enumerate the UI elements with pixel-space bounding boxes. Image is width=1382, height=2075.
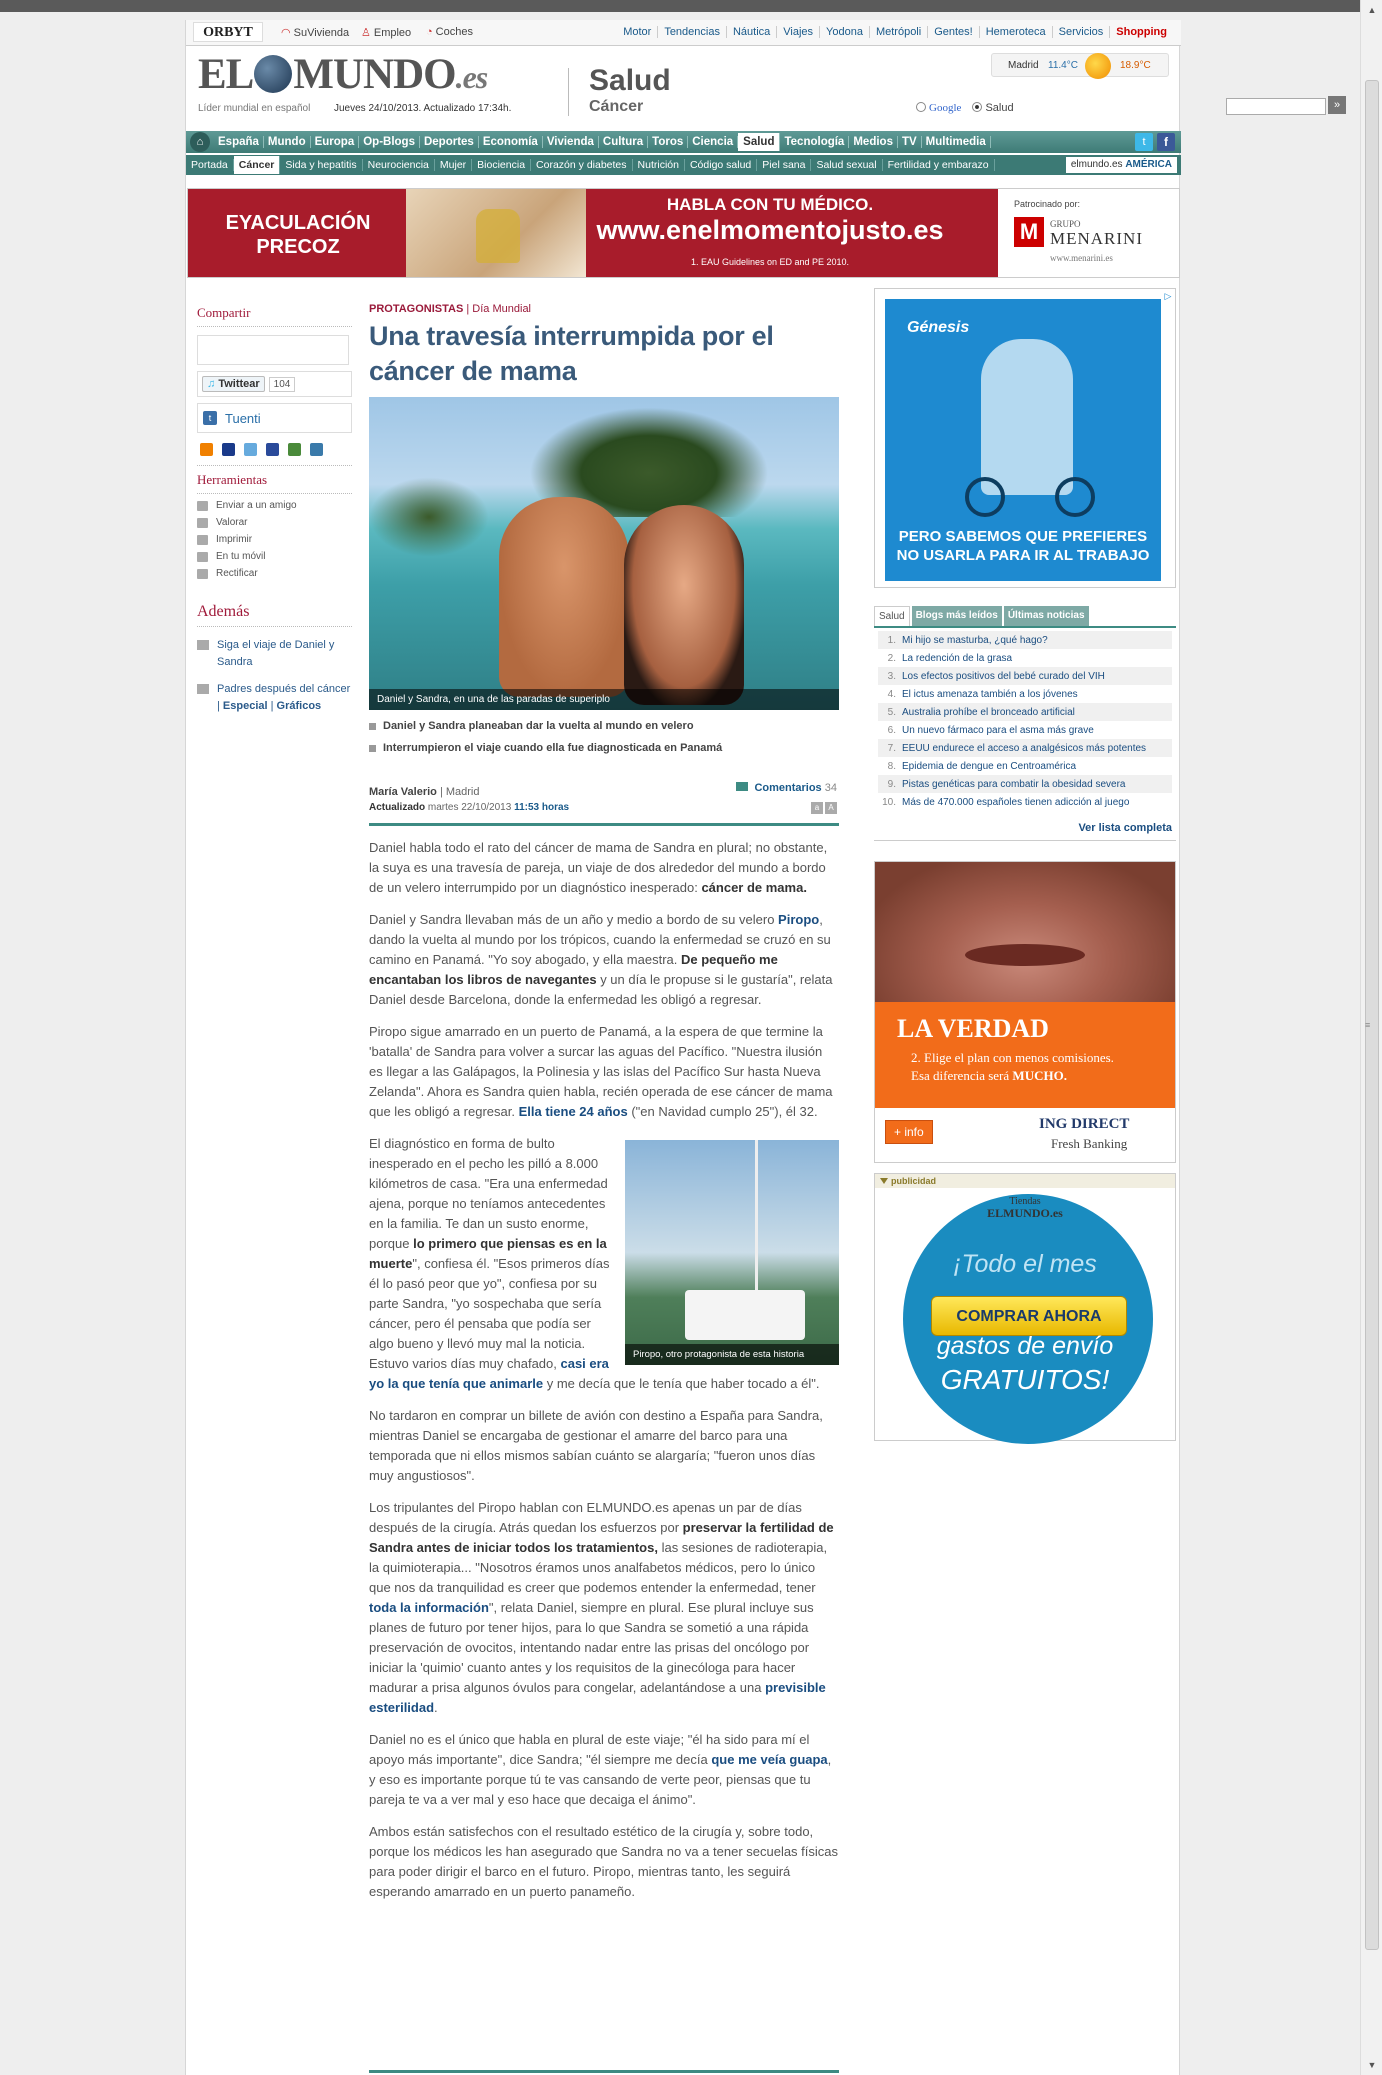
weather-city: Madrid (1008, 60, 1039, 71)
sponsor-grupo: GRUPO (1050, 219, 1081, 229)
rank: 8. (887, 760, 896, 772)
subnav-piel-sana[interactable]: Piel sana (757, 159, 811, 171)
tuenti-icon: t (203, 411, 217, 425)
tool-imprimir[interactable] (197, 534, 352, 545)
search-salud-radio[interactable] (972, 102, 982, 112)
main-nav (186, 131, 1181, 153)
kicker-label[interactable]: PROTAGONISTAS (369, 303, 464, 315)
orbyt-link[interactable]: ORBYT (193, 22, 263, 42)
paragraph: Daniel y Sandra llevaban más de un año y medio a bordo de su velero Piropo, dando la vuelta al mundo por los trópicos, cuando la enfermedad se cruzó en su camino en Panamá. "Yo soy abogado, y ella maestra. De pequeño me encantaban los libros de navegantes y un día le propuse si le gustaría", relata Daniel desde Barcelona, donde la enfermedad les obligó a regresar. (369, 912, 833, 1007)
tiendas-line-3: gastos de envío (936, 1332, 1114, 1360)
font-size-controls (811, 802, 837, 814)
rank: 10. (882, 796, 896, 808)
bike-wheel (965, 477, 1005, 517)
list-item-label: EEUU endurece el acceso a analgésicos más potentes (902, 742, 1147, 754)
subnav-salud-sexual[interactable]: Salud sexual (811, 159, 882, 171)
search-go-button[interactable]: » (1328, 96, 1346, 114)
list-item-label: Más de 470.000 españoles tienen adicción al juego (902, 796, 1130, 808)
nav-toros[interactable]: Toros (648, 136, 688, 148)
twittear-button[interactable] (202, 376, 265, 392)
twitter-count: 104 (269, 377, 296, 392)
nav-salud[interactable]: Salud (738, 133, 780, 151)
tool-label: Rectificar (216, 568, 258, 579)
esterilidad-link[interactable]: previsible esterilidad (369, 1680, 826, 1715)
tiendas-line-1: ¡Todo el mes (953, 1250, 1097, 1278)
search-google-radio[interactable] (916, 102, 926, 112)
ad-line-2b: MUCHO. (1012, 1068, 1067, 1083)
list-item-label: Epidemia de dengue en Centroamérica (902, 760, 1076, 772)
tool-movil[interactable] (197, 551, 352, 562)
bullet-text: Daniel y Sandra planeaban dar la vuelta al mundo en velero (383, 720, 694, 732)
paragraph: Ambos están satisfechos con el resultado estético de la cirugía y, sobre todo, porque los médicos les han asegurado que Sandra no va a tener secuelas físicas para poder dirigir el barco en el futuro. Piropo, mientras tanto, les seguirá esperando amarrado en un puerto panameño. (369, 1824, 839, 1899)
list-item-label: Australia prohíbe el bronceado artificial (902, 706, 1075, 718)
top-bar (186, 20, 1181, 46)
browser-top-strip (0, 0, 1360, 12)
empleo-label: Empleo (373, 27, 412, 39)
herramientas-heading: Herramientas (197, 472, 352, 494)
subnav-nutricion[interactable]: Nutrición (633, 159, 685, 171)
subnav-mujer[interactable]: Mujer (435, 159, 472, 171)
subnav-neurociencia[interactable]: Neurociencia (363, 159, 435, 171)
toplink-metropoli[interactable]: Metrópoli (869, 26, 927, 38)
toplink-yodona[interactable]: Yodona (819, 26, 869, 38)
article (369, 303, 839, 1914)
nav-ciencia[interactable]: Ciencia (688, 136, 738, 148)
left-column (197, 305, 352, 715)
menarini-logo-icon: M (1014, 217, 1044, 247)
list-item-label: Un nuevo fármaco para el asma más grave (902, 724, 1094, 736)
ing-tagline: Fresh Banking (1051, 1136, 1128, 1151)
top-links (617, 26, 1173, 38)
list-item[interactable] (878, 775, 1172, 793)
ad-info-button[interactable]: + info (885, 1120, 933, 1144)
sponsor-url: www.menarini.es (1050, 253, 1113, 263)
summary-bullets (369, 720, 839, 754)
triangle-down-icon (880, 1178, 888, 1184)
banner-footnote: 1. EAU Guidelines on ED and PE 2010. (690, 257, 850, 267)
banner-left-text: EYACULACIÓN PRECOZ (225, 212, 371, 258)
adchoices-icon[interactable]: ▷ (1162, 290, 1174, 302)
tool-valorar[interactable] (197, 517, 352, 528)
ademas-heading: Además (197, 603, 352, 627)
tiendas-line-4: GRATUITOS! (940, 1364, 1110, 1395)
list-item[interactable] (878, 667, 1172, 685)
logo-mundo: MUNDO (293, 51, 456, 98)
list-item[interactable] (878, 703, 1172, 721)
scroll-down-arrow-icon[interactable]: ▼ (1367, 2060, 1377, 2070)
right-column (874, 288, 1176, 1441)
subnav-codigo-salud[interactable]: Código salud (685, 159, 757, 171)
google-label: Google (929, 102, 962, 114)
rss-icon[interactable] (200, 443, 213, 456)
empleo-icon: ♙ (361, 27, 371, 39)
search-area (916, 99, 1341, 114)
toplink-hemeroteca[interactable]: Hemeroteca (979, 26, 1052, 38)
share-box[interactable] (197, 335, 349, 365)
tiendas-label: Tiendas (1009, 1196, 1041, 1207)
tiendas-brand: ELMUNDO.es (987, 1206, 1063, 1220)
article-bottom-rule (369, 2070, 839, 2073)
list-item[interactable] (878, 631, 1172, 649)
tuenti-label: Tuenti (225, 410, 261, 426)
meneame-icon[interactable] (244, 443, 257, 456)
list-item[interactable] (878, 721, 1172, 739)
sponsor-label: Patrocinado por: (1014, 199, 1081, 209)
social-icons (197, 443, 352, 466)
inset-photo[interactable] (625, 1140, 839, 1365)
publicidad-box (874, 1173, 1176, 1441)
informacion-link[interactable]: toda la información (369, 1600, 489, 1615)
font-larger-icon[interactable]: A (825, 802, 837, 814)
rank: 3. (887, 670, 896, 682)
hero-caption: Daniel y Sandra, en una de las paradas de superiplo (369, 689, 839, 710)
logo-es: .es (455, 59, 488, 95)
ad-face-photo (875, 862, 1175, 1002)
header-divider (568, 68, 569, 116)
animarle-link[interactable]: casi era yo la que tenía que animarle (369, 1356, 609, 1391)
nav-espana[interactable]: España (214, 136, 264, 148)
genesis-text-2: NO USARLA PARA IR AL TRABAJO (896, 547, 1150, 564)
digg-icon[interactable] (266, 443, 279, 456)
subnav-corazon[interactable]: Corazón y diabetes (531, 159, 632, 171)
subnav-cancer[interactable]: Cáncer (234, 156, 281, 174)
ad-orange-panel (875, 1002, 1175, 1108)
twitter-share (197, 371, 352, 397)
tool-rectificar[interactable] (197, 568, 352, 579)
nav-tv[interactable]: TV (898, 136, 922, 148)
banner-headline: HABLA CON TU MÉDICO. (666, 195, 874, 214)
sailboat-mast (755, 1140, 758, 1310)
tab-blogs[interactable]: Blogs más leídos (912, 606, 1002, 626)
paragraph: Daniel habla todo el rato del cáncer de mama de Sandra en plural; no obstante, la suya es una travesía de pareja, un viaje de dos alrededor del mundo a bordo de un velero interrumpido por un diagnóstico inesperado: cáncer de mama. (369, 840, 828, 895)
compartir-heading: Compartir (197, 305, 352, 327)
coches-label: Coches (435, 26, 473, 38)
tab-ultimas[interactable]: Últimas noticias (1004, 606, 1089, 626)
banner-photo (406, 189, 586, 277)
nav-multimedia[interactable]: Multimedia (922, 136, 991, 148)
genesis-brand: Génesis (907, 319, 970, 336)
man-figure (499, 497, 629, 697)
piropo-link[interactable]: Piropo (778, 912, 820, 927)
comprar-ahora-button[interactable]: COMPRAR AHORA (931, 1296, 1127, 1336)
bullet-text: Interrumpieron el viaje cuando ella fue diagnosticada en Panamá (383, 742, 723, 754)
rank: 5. (887, 706, 896, 718)
sponsor-name: MENARINI (1050, 229, 1143, 248)
banner-url: www.enelmomentojusto.es (596, 215, 944, 245)
ademas-link-viaje[interactable] (197, 637, 352, 671)
doc-icon (197, 640, 209, 650)
publicidad-header (875, 1174, 1175, 1188)
ing-direct-ad[interactable] (874, 861, 1176, 1163)
suvivienda-label: SuVivienda (293, 27, 350, 39)
kicker (369, 303, 839, 315)
coches-link[interactable] (426, 26, 473, 38)
suvivienda-link[interactable] (281, 26, 349, 39)
subnav-biociencia[interactable]: Biociencia (472, 159, 531, 171)
list-item[interactable] (878, 685, 1172, 703)
updated-date: martes 22/10/2013 (427, 802, 512, 813)
mobile-icon (197, 552, 208, 562)
coches-icon: ◔ (426, 26, 433, 38)
logo-el: EL (198, 51, 254, 98)
tiendas-ad[interactable] (875, 1188, 1175, 1440)
kicker-sub[interactable]: | Día Mundial (466, 303, 531, 315)
tool-enviar[interactable] (197, 500, 352, 511)
inset-caption: Piropo, otro protagonista de esta historia (625, 1344, 839, 1365)
genesis-text (885, 527, 1161, 565)
ver-lista-link[interactable]: Ver lista completa (874, 822, 1176, 841)
palm-trees-left (369, 477, 489, 557)
hero-photo[interactable] (369, 397, 839, 710)
ad-banner[interactable] (187, 188, 1180, 278)
guapa-link[interactable]: que me veía guapa (711, 1752, 828, 1767)
search-input[interactable] (1226, 98, 1326, 115)
america-label: AMÉRICA (1125, 159, 1172, 170)
rank: 4. (887, 688, 896, 700)
ad-mouth (965, 944, 1085, 966)
section-title[interactable]: Salud (589, 64, 671, 97)
toplink-shopping[interactable]: Shopping (1109, 26, 1173, 38)
tab-salud[interactable]: Salud (874, 606, 910, 626)
america-site: elmundo.es (1070, 159, 1123, 170)
summary-bullet (369, 720, 839, 732)
star-icon (197, 518, 208, 528)
paragraph: Daniel no es el único que habla en plural de este viaje; "él ha sido para mí el apoyo más importante", dice Sandra; "él siempre me decía que me veía guapa, y eso es importante porque tú te vas cansando de verte peor, piensas que tu pareja te va a ver mal y eso hace que decaiga el ánimo". (369, 1732, 832, 1807)
paragraph: Piropo sigue amarrado en un puerto de Panamá, a la espera de que termine la 'batalla' de Sandra para volver a surcar las aguas del Pacífico. "Nuestra ilusión es llegar a las Galápagos, la Polinesia y las islas del Pacífico Sur hasta Nueva Zelanda". Ahora es Sandra quien habla, recién operada de ese cáncer de mama que les obligó a regresar. Ella tiene 24 años ("en Navidad cumplo 25"), él 32. (369, 1024, 833, 1119)
tools (197, 472, 352, 579)
toplink-servicios[interactable]: Servicios (1052, 26, 1110, 38)
comment-bubble-icon (736, 782, 748, 791)
woman-figure (624, 505, 744, 705)
nav-economia[interactable]: Economía (479, 136, 543, 148)
nav-medios[interactable]: Medios (849, 136, 898, 148)
list-item[interactable] (878, 757, 1172, 775)
google-share-icon[interactable] (310, 443, 323, 456)
tool-label: Imprimir (216, 534, 253, 545)
scrollbar-thumb[interactable] (1365, 80, 1379, 1950)
article-title: Una travesía interrumpida por el cáncer de mama (369, 321, 774, 386)
comments-link[interactable] (736, 782, 837, 794)
genesis-text-1: PERO SABEMOS QUE PREFIERES (898, 528, 1148, 545)
tool-label: Enviar a un amigo (216, 500, 297, 511)
nav-deportes[interactable]: Deportes (420, 136, 479, 148)
tagline: Líder mundial en español (198, 103, 311, 114)
genesis-ad-inner (885, 299, 1161, 581)
edad-link[interactable]: Ella tiene 24 años (518, 1104, 628, 1119)
font-smaller-icon[interactable]: a (811, 802, 823, 814)
toplink-gentes[interactable]: Gentes! (927, 26, 979, 38)
home-icon[interactable]: ⌂ (190, 132, 210, 152)
cyclist-figure (981, 339, 1073, 495)
vertical-scrollbar[interactable] (1360, 0, 1382, 2075)
nav-cultura[interactable]: Cultura (599, 136, 648, 148)
updated-time: 11:53 horas (514, 802, 570, 813)
banner-sponsor (998, 189, 1179, 277)
nav-tecnologia[interactable]: Tecnología (780, 136, 849, 148)
suvivienda-icon: ◠ (281, 27, 291, 39)
comments-label: Comentarios (754, 782, 822, 794)
delicious-icon[interactable] (222, 443, 235, 456)
twitter-icon[interactable]: t (1135, 133, 1153, 151)
subnav-portada[interactable]: Portada (186, 159, 234, 171)
nav-mundo[interactable]: Mundo (264, 136, 311, 148)
publicidad-label: publicidad (891, 1176, 936, 1186)
ad-line-2a: Esa diferencia será (911, 1068, 1010, 1083)
rank: 7. (887, 742, 896, 754)
list-item[interactable] (878, 793, 1172, 811)
ad-line-1: 2. Elige el plan con menos comisiones. (911, 1050, 1114, 1065)
especial-link[interactable]: Especial (222, 700, 268, 712)
tool-label: Valorar (216, 517, 248, 528)
sailboat-hull (685, 1290, 805, 1340)
doc-icon (197, 684, 209, 694)
ademas-label: Padres después del cáncer (217, 683, 351, 695)
ing-logo: ING DIRECT (1039, 1116, 1130, 1132)
toplink-motor[interactable]: Motor (623, 26, 652, 38)
toplink-tendencias[interactable]: Tendencias (657, 26, 726, 38)
byline (369, 782, 839, 826)
toplink-viajes[interactable]: Viajes (776, 26, 819, 38)
paragraph: El diagnóstico en forma de bulto inesperado en el pecho les pilló a 8.000 kilómetros de casa. "Era una enfermedad ajena, porque no teníamos antecedentes en la familia. Te dan un susto enorme, porque lo primero que piensas es en la muerte", confiesa él. "Esos primeros días él lo pasó peor que yo", confiesa por su parte Sandra, "yo sospechaba que sería cáncer, pero él pensaba que podía ser algo bueno y llevó muy mal la noticia. Estuvo varios días muy chafado, casi era yo la que tenía que animarle y me decía que le tenía que haber tocado a él". (369, 1136, 820, 1391)
comments-count: 34 (824, 782, 837, 794)
rank: 6. (887, 724, 896, 736)
list-item-label: Pistas genéticas para combatir la obesidad severa (902, 778, 1126, 790)
most-read-list (874, 628, 1176, 814)
scroll-up-arrow-icon[interactable]: ▲ (1367, 5, 1377, 15)
list-item[interactable] (878, 739, 1172, 757)
most-read-tabs (874, 606, 1176, 628)
envelope-icon (197, 501, 208, 511)
author-name: María Valerio (369, 786, 437, 798)
paragraph: Los tripulantes del Piropo hablan con ELMUNDO.es apenas un par de días después de la cirugía. Atrás quedan los esfuerzos por preservar la fertilidad de Sandra antes de iniciar todos los tratamientos, las sesiones de radioterapia, la quimioterapia... "Nosotros éramos unos analfabetos médicos, pero lo único que nos da tranquilidad es creer que podemos entender la enfermedad, tener toda la información", relata Daniel, siempre en plural. Ese plural incluye sus planes de futuro por tener hijos, para lo que Sandra se sometió a una rápida preservación de ovocitos, intentando nadar entre las prisas del oncólogo por iniciar la 'quimio' cuanto antes y los requisitos de la ginecóloga para hacer madurar a prisa algunos óvulos para congelar, adelantándose a una previsible esterilidad. (369, 1500, 834, 1715)
toplink-nautica[interactable]: Náutica (726, 26, 776, 38)
subnav-sida[interactable]: Sida y hepatitis (280, 159, 362, 171)
printer-icon (197, 535, 208, 545)
weather-max: 18.9°C (1120, 60, 1151, 71)
ad-headline: LA VERDAD (897, 1014, 1049, 1043)
weather-widget[interactable] (991, 53, 1169, 77)
list-item[interactable] (878, 649, 1172, 667)
dateline: Jueves 24/10/2013. Actualizado 17:34h. (334, 103, 512, 114)
square-bullet-icon (369, 723, 376, 730)
article-body (369, 838, 839, 1902)
globe-icon (254, 55, 292, 93)
rank: 1. (887, 634, 896, 646)
banner-figure (476, 209, 520, 263)
list-item-label: La redención de la grasa (902, 652, 1013, 664)
list-item-label: Los efectos positivos del bebé curado del VIH (902, 670, 1105, 682)
weather-min: 11.4°C (1048, 60, 1078, 71)
salud-label: Salud (985, 102, 1014, 114)
author (369, 786, 479, 798)
author-place: | Madrid (439, 786, 480, 798)
rank: 2. (887, 652, 896, 664)
facebook-icon[interactable]: f (1157, 133, 1175, 151)
updated-label: Actualizado (369, 802, 426, 813)
america-link[interactable] (1066, 157, 1177, 173)
subnav-fertilidad[interactable]: Fertilidad y embarazo (883, 159, 995, 171)
tuenti-share[interactable] (197, 403, 352, 433)
page (185, 20, 1341, 2075)
updated (369, 802, 569, 813)
check-icon (197, 569, 208, 579)
list-item-label: Mi hijo se masturba, ¿qué hago? (902, 634, 1048, 646)
scrollbar-grip-icon: ≡ (1365, 1020, 1371, 1030)
paragraph: No tardaron en comprar un billete de avión con destino a España para Sandra, mientras Daniel se encargaba de gestionar el amarre del barco para una temporada que ni ellos mismos sabían cuánto se alargaría; "fueron unos días muy angustiosos". (369, 1408, 823, 1483)
nav-vivienda[interactable]: Vivienda (543, 136, 599, 148)
sun-icon (1085, 53, 1111, 79)
elmundo-logo[interactable] (198, 50, 487, 99)
sub-nav (186, 155, 1181, 175)
twitter-bird-icon: ♫ (207, 378, 216, 390)
empleo-link[interactable] (361, 26, 411, 39)
tool-label: En tu móvil (216, 551, 266, 562)
nav-op-blogs[interactable]: Op-Blogs (359, 136, 420, 148)
ademas-label: Siga el viaje de Daniel y Sandra (217, 639, 335, 668)
twittear-label: Twittear (218, 378, 260, 390)
ad-line-2 (911, 1068, 1067, 1084)
section-subtitle[interactable]: Cáncer (589, 98, 644, 115)
square-bullet-icon (369, 745, 376, 752)
genesis-ad[interactable] (874, 288, 1176, 588)
rank: 9. (887, 778, 896, 790)
ademas (197, 603, 352, 715)
bike-wheel (1055, 477, 1095, 517)
graficos-link[interactable]: Gráficos (276, 700, 322, 712)
summary-bullet (369, 742, 839, 754)
list-item-label: El ictus amenaza también a los jóvenes (902, 688, 1078, 700)
ademas-link-padres[interactable]: Padres después del cáncer | Especial | Gráficos (197, 681, 352, 715)
nav-europa[interactable]: Europa (311, 136, 360, 148)
bitacoras-icon[interactable] (288, 443, 301, 456)
